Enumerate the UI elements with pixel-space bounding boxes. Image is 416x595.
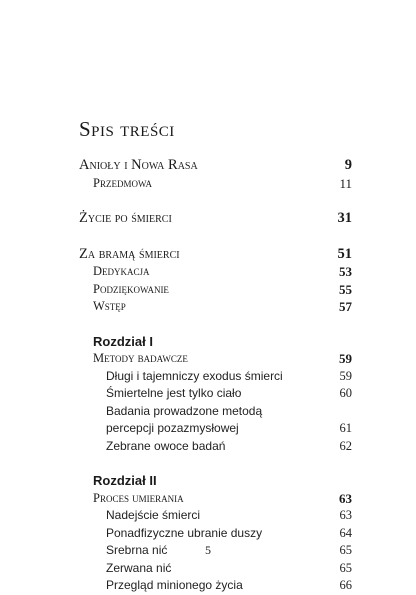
toc-entry-page: 63: [339, 508, 352, 522]
toc-entry[interactable]: [79, 560, 352, 578]
table-of-contents: [79, 157, 352, 595]
toc-entry[interactable]: [79, 157, 352, 175]
toc-entry-label: Podziękowanie: [93, 281, 169, 296]
toc-entry[interactable]: [79, 175, 352, 193]
toc-entry-label: Badania prowadzone metodą: [106, 403, 263, 418]
toc-entry[interactable]: [79, 263, 352, 281]
toc-entry[interactable]: [79, 403, 352, 421]
toc-entry[interactable]: [79, 577, 352, 595]
toc-entry-page: 65: [339, 543, 352, 557]
toc-entry-page: 53: [339, 264, 352, 279]
chapter-heading[interactable]: [79, 333, 352, 351]
spacer: [79, 316, 352, 333]
toc-entry[interactable]: [79, 490, 352, 508]
toc-entry-page: 57: [339, 299, 352, 314]
toc-entry-label: Metody badawcze: [93, 351, 188, 365]
toc-entry[interactable]: [79, 246, 352, 264]
toc-entry[interactable]: [79, 438, 352, 456]
toc-entry-label: Za bramą śmierci: [79, 245, 180, 262]
toc-entry[interactable]: [79, 385, 352, 403]
toc-entry[interactable]: [79, 525, 352, 543]
toc-entry[interactable]: [79, 507, 352, 525]
page-number: 5: [205, 543, 211, 557]
toc-entry[interactable]: [79, 350, 352, 368]
toc-entry-page: 63: [339, 490, 352, 506]
toc-entry-page: 9: [344, 157, 352, 173]
toc-entry-label: Życie po śmierci: [79, 210, 172, 226]
toc-entry-label: Zebrane owoce badań: [106, 438, 226, 453]
toc-entry-label: Nadejście śmierci: [106, 508, 201, 522]
toc-entry-page: 65: [339, 560, 352, 575]
toc-entry-page: 60: [339, 386, 352, 400]
spacer: [79, 455, 352, 472]
toc-entry[interactable]: [79, 298, 352, 316]
toc-entry-label: Długi i tajemniczy exodus śmierci: [106, 368, 283, 383]
toc-entry-label: Ponadfizyczne ubranie duszy: [106, 525, 263, 540]
toc-entry-label: Zerwana nić: [106, 560, 172, 575]
toc-entry-label: Śmiertelne jest tylko ciało: [106, 386, 242, 400]
toc-entry-label: Srebrna nić: [106, 543, 168, 557]
toc-entry-label: Przedmowa: [93, 175, 152, 190]
toc-entry[interactable]: [79, 210, 352, 228]
toc-entry-page: 66: [339, 578, 352, 592]
toc-entry[interactable]: [79, 281, 352, 299]
toc-entry-page: 59: [339, 368, 352, 383]
toc-entry-page: 11: [339, 175, 352, 191]
toc-entry-page: 62: [339, 438, 352, 453]
toc-entry-label: percepcji pozazmysłowej: [106, 421, 239, 435]
toc-entry-page: 51: [337, 245, 352, 262]
chapter-heading[interactable]: [79, 472, 352, 490]
chapter-label: Rozdział II: [93, 473, 157, 488]
spacer: [79, 192, 352, 210]
toc-entry-label: Przegląd minionego życia: [106, 578, 243, 592]
toc-entry-page: 61: [339, 421, 352, 435]
toc-entry-label: Proces umierania: [93, 490, 184, 505]
spacer: [79, 228, 352, 246]
toc-entry-page: 55: [339, 281, 352, 297]
toc-title: Spis treści: [79, 117, 175, 141]
toc-entry-label: Dedykacja: [93, 264, 150, 278]
toc-entry-page: 64: [339, 525, 352, 540]
toc-entry-label: Wstęp: [93, 299, 126, 313]
chapter-label: Rozdział I: [93, 333, 153, 349]
toc-entry-page: 31: [337, 210, 352, 226]
toc-entry[interactable]: [79, 368, 352, 386]
toc-entry-page: 59: [339, 351, 352, 366]
toc-entry[interactable]: [79, 420, 352, 438]
toc-entry-label: Anioły i Nowa Rasa: [79, 157, 198, 173]
